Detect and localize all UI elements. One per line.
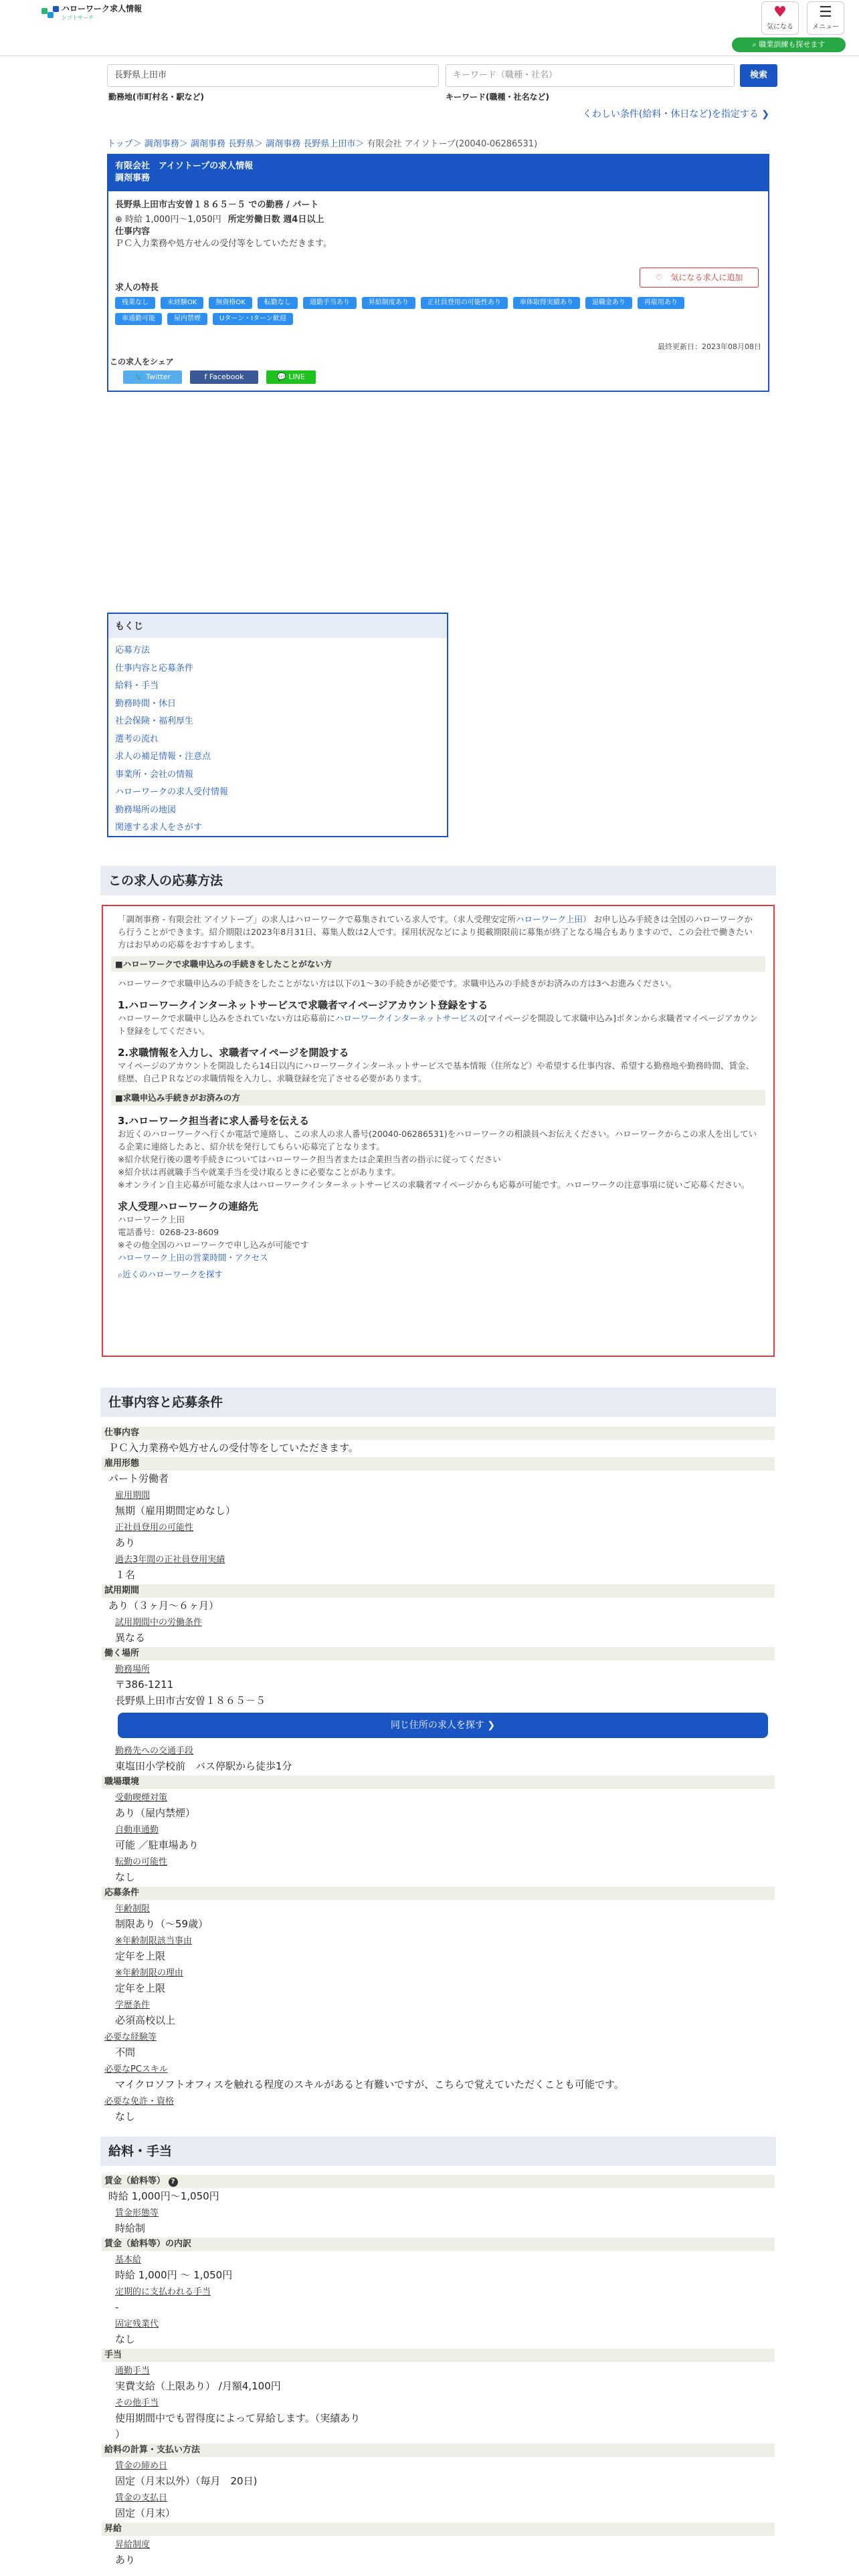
step1-text: ハローワークで求職申し込みをされていない方は応募前に: [118, 1013, 336, 1023]
field-heading: 応募条件: [102, 1887, 775, 1900]
field-value: 使用期間中でも習得度によって昇給します。（実績あり: [115, 2412, 361, 2424]
location-input[interactable]: 長野県上田市: [107, 64, 439, 87]
job-summary-card: [107, 154, 769, 392]
hellowork-ueda-link[interactable]: ハローワーク上田: [515, 914, 583, 924]
keyword-label: キーワード(職種・社名など): [446, 92, 549, 102]
breadcrumb-category[interactable]: 調剤事務＞: [144, 139, 188, 149]
twitter-share-button[interactable]: [123, 370, 182, 384]
favorites-label: 気になる: [767, 23, 793, 31]
help-icon[interactable]: ?: [169, 2177, 178, 2187]
field-label: 昇給制度: [115, 2540, 151, 2550]
facebook-share-button[interactable]: [190, 370, 258, 384]
field-value: 制限あり（〜59歳）: [115, 1918, 209, 1930]
logo-subtitle: シゴトサーチ: [62, 15, 94, 21]
field-value: ＰＣ入力業務や処方せんの受付等をしていただきます。: [108, 1442, 359, 1454]
field-heading: 給料の計算・支払い方法: [102, 2444, 775, 2457]
near-hellowork-label: 近くのハローワークを探す: [122, 1269, 223, 1279]
training-search-button[interactable]: [732, 37, 846, 52]
job-desc: ＰＣ入力業務や処方せんの受付等をしていただきます。: [115, 239, 332, 249]
apply-intro-detail: お申し込み手続きは全国のハローワークから行うことができます。紹介期限は2023年8月31日、募集人数は2人です。採用状況などにより掲載期限前に募集が終了となる場合もありますので、この会社で働きたい方はお早めの応募をおすすめします。: [118, 914, 753, 950]
facebook-label: Facebook: [209, 372, 244, 381]
job-card-header: [108, 155, 768, 191]
detail-conditions-link[interactable]: くわしい条件(給料・休日など)を指定する ❯: [582, 109, 769, 120]
field-label: 年齢制限: [115, 1904, 151, 1914]
breadcrumb-top[interactable]: トップ＞: [107, 139, 142, 149]
step3-title: 3.ハローワーク担当者に求人番号を伝える: [118, 1115, 310, 1127]
field-value: 不問: [115, 2046, 136, 2058]
toc-item-selection[interactable]: 選考の流れ: [115, 734, 159, 744]
search-icon: ⌕: [118, 1269, 123, 1279]
step1-title: 1.ハローワークインターネットサービスで求職者マイページアカウント登録をする: [118, 999, 488, 1011]
job-days: 所定労働日数 週4日以上: [227, 215, 324, 225]
toc-title: もくじ: [108, 614, 447, 638]
new-applicant-bar: ■ハローワークで求職申込みの手続きをしたことがない方: [111, 956, 765, 972]
line-icon: 💬: [277, 372, 286, 381]
toc-list: [108, 638, 447, 841]
feature-tags: [115, 297, 704, 325]
field-value: あり: [115, 2554, 136, 2566]
step1-text-2: の[マイページを開設して求職申込み]ボタンから求職者マイページアカウント登録をしてください。: [118, 1013, 758, 1036]
toc-item-company[interactable]: 事業所・会社の情報: [115, 769, 194, 780]
field-label: 賃金の支払日: [115, 2493, 168, 2503]
field-label: 自動車通勤: [115, 1825, 159, 1835]
new-applicant-text: ハローワークで求職申込みの手続きをしたことがない方は以下の1〜3の手続きが必要です。求職申込みの手続きがお済みの方は3へお進みください。: [118, 978, 677, 988]
features-label: 求人の特長: [115, 283, 159, 293]
feature-tag[interactable]: 再雇用あり: [638, 297, 684, 309]
field-value: 固定（月末）: [115, 2507, 176, 2519]
toc-item-salary[interactable]: 給料・手当: [115, 681, 159, 691]
clock-icon: ⊕: [115, 215, 122, 225]
field-label: 基本給: [115, 2255, 142, 2265]
field-value: マイクロソフトオフィスを触れる程度のスキルがあると有難いですが、こちらで覚えていただくことも可能です。: [115, 2078, 624, 2090]
site-header: [0, 0, 859, 56]
apply-intro-close: ）: [582, 914, 591, 924]
field-label: 過去3年間の正社員登用実績: [115, 1555, 225, 1565]
contact-title: 求人受理ハローワークの連絡先: [118, 1200, 259, 1212]
feature-tag[interactable]: 退職金あり: [585, 297, 632, 309]
field-heading: [102, 2175, 775, 2188]
field-label: 必要な免許・資格: [104, 2097, 175, 2107]
field-label: 雇用期間: [115, 1491, 151, 1501]
feature-tag[interactable]: 通勤手当あり: [303, 297, 357, 309]
contact-name: ハローワーク上田: [118, 1214, 185, 1224]
apply-method-box: [102, 905, 775, 1357]
field-label: 必要なPCスキル: [104, 2064, 168, 2074]
field-label: 学歴条件: [115, 2000, 151, 2010]
field-heading: 雇用形態: [102, 1457, 775, 1471]
step3-text: お近くのハローワークへ行くか電話で連絡し、この求人の求人番号(20040-06286531)をハローワークの相談員へお伝えください。ハローワークからこの求人を出している企業に連絡したあと、紹介状を発行してもらい応募完了となります。: [118, 1129, 757, 1152]
field-heading: 仕事内容: [102, 1426, 775, 1440]
field-label: ※年齢制限該当事由: [115, 1936, 192, 1946]
twitter-label: Twitter: [146, 372, 171, 381]
field-value: あり: [115, 1537, 136, 1549]
field-value: -: [115, 2301, 119, 2313]
apply-section-title: この求人の応募方法: [100, 866, 776, 895]
field-heading: 職場環境: [102, 1776, 775, 1789]
conditions-section-title: 仕事内容と応募条件: [100, 1388, 776, 1417]
field-heading: 昇給: [102, 2523, 775, 2536]
field-value: なし: [115, 2333, 136, 2345]
toc-item-hours[interactable]: 勤務時間・休日: [115, 698, 177, 709]
step2-title: 2.求職情報を入力し、求職者マイページを開設する: [118, 1047, 349, 1059]
toc-item-apply[interactable]: 応募方法: [115, 645, 151, 655]
same-address-jobs-button[interactable]: 同じ住所の求人を探す ❯: [118, 1713, 768, 1738]
field-value: 無期（雇用期間定めなし）: [115, 1505, 236, 1517]
note-2: ※紹介状は再就職手当や就業手当を受け取るときに必要なことがあります。: [118, 1167, 400, 1177]
field-label: 転勤の可能性: [115, 1857, 168, 1867]
field-heading: 試用期間: [102, 1584, 775, 1598]
location-label: 勤務地(市町村名・駅など): [108, 92, 204, 102]
feature-tag[interactable]: 無資格OK: [209, 297, 252, 309]
table-of-contents: [107, 613, 448, 837]
toc-item-map[interactable]: 勤務場所の地図: [115, 804, 177, 815]
toc-item-hellowork[interactable]: ハローワークの求人受付情報: [115, 787, 229, 797]
company-name: 有限会社 アイソトープの求人情報: [115, 161, 254, 171]
field-value: 定年を上限: [115, 1982, 166, 1994]
feature-tag[interactable]: 残業なし: [115, 297, 155, 309]
field-label: その他手当: [115, 2398, 159, 2408]
field-label: 賃金形態等: [115, 2208, 159, 2218]
training-label: 職業訓練も探せます: [759, 40, 826, 49]
salary-section-title: 給料・手当: [100, 2137, 776, 2166]
logo-title: ハローワーク求人情報: [62, 4, 142, 13]
contact-note: ※その他全国のハローワークで申し込みが可能です: [118, 1240, 309, 1250]
toc-item-notes[interactable]: 求人の補足情報・注意点: [115, 752, 211, 762]
last-updated: 最終更新日：2023年08月08日: [658, 342, 761, 351]
job-desc-label: 仕事内容: [115, 227, 151, 237]
field-heading: 手当: [102, 2349, 775, 2362]
field-value: 時給 1,000円〜1,050円: [108, 2190, 219, 2202]
field-value: 固定（月末以外）（毎月 20日): [115, 2475, 258, 2487]
field-label: 勤務先への交通手段: [115, 1746, 194, 1756]
field-value: 実費支給（上限あり） /月額4,100円: [115, 2380, 281, 2392]
field-label: 勤務場所: [115, 1665, 151, 1675]
field-value: 時給制: [115, 2222, 146, 2234]
feature-tag[interactable]: 昇給制度あり: [362, 297, 415, 309]
feature-tag[interactable]: 正社員登用の可能性あり: [421, 297, 508, 309]
field-value: 長野県上田市古安曽１８６５－５: [115, 1695, 266, 1707]
field-value: 必須高校以上: [115, 2014, 176, 2026]
toc-item-conditions[interactable]: 仕事内容と応募条件: [115, 663, 194, 673]
wage-heading-label: 賃金（給料等）: [104, 2176, 166, 2186]
field-value: なし: [115, 1871, 136, 1883]
field-value: 異なる: [115, 1632, 146, 1644]
field-value: 時給 1,000円 〜 1,050円: [115, 2269, 233, 2281]
field-value: あり（３ヶ月〜６ヶ月）: [108, 1600, 219, 1612]
breadcrumb-current: 有限会社 アイソトープ(20040-06286531): [367, 139, 538, 149]
favorites-button[interactable]: [761, 1, 799, 35]
line-share-button[interactable]: [266, 370, 316, 384]
field-value: あり（屋内禁煙）: [115, 1807, 196, 1819]
share-label: この求人をシェア: [110, 357, 174, 366]
hellowork-access-link[interactable]: ハローワーク上田の営業時間・アクセス: [118, 1253, 268, 1263]
field-label: 固定残業代: [115, 2319, 159, 2329]
facebook-icon: f: [204, 372, 207, 381]
note-1: ※紹介状発行後の選考手続きについてはハローワーク担当者または企業担当者の指示に従ってください: [118, 1154, 501, 1164]
feature-tag[interactable]: 屋内禁煙: [167, 313, 207, 325]
feature-tag[interactable]: 車通勤可能: [115, 313, 162, 325]
logo-mark-icon: [41, 3, 59, 20]
field-label: 定期的に支払われる手当: [115, 2287, 211, 2297]
field-value: なし: [115, 2111, 136, 2123]
field-value: 定年を上限: [115, 1950, 166, 1962]
field-value: 〒386-1211: [115, 1679, 174, 1691]
field-value: ）: [115, 2428, 126, 2440]
internet-service-link[interactable]: ハローワークインターネットサービス: [335, 1013, 476, 1023]
search-icon: ⌕: [752, 40, 757, 49]
hamburger-icon: ☰: [819, 4, 832, 21]
contact-tel: 電話番号：0268-23-8609: [118, 1227, 219, 1237]
field-value: パート労働者: [108, 1473, 169, 1485]
job-title: 調剤事務: [115, 173, 151, 183]
field-label: 受動喫煙対策: [115, 1793, 168, 1803]
step2-text: マイページのアカウントを開設したら14日以内にハローワークインターネットサービスで基本情報（住所など）や希望する仕事内容、希望する勤務地や勤務時間、賃金、経歴、自己ＰＲなどの求職情報を入力し、求職登録を完了させる必要があります。: [118, 1061, 755, 1083]
menu-button[interactable]: [807, 1, 844, 35]
field-value: 可能 ／駐車場あり: [115, 1839, 199, 1851]
field-label: 正社員登用の可能性: [115, 1523, 194, 1533]
feature-tag[interactable]: 車体取得実績あり: [513, 297, 580, 309]
near-hellowork-link[interactable]: [118, 1269, 223, 1279]
field-label: 試用期間中の労働条件: [115, 1618, 203, 1628]
add-favorite-button[interactable]: ♡ 気になる求人に追加: [640, 267, 759, 288]
menu-label: メニュー: [812, 23, 839, 31]
line-label: LINE: [288, 372, 305, 381]
salary-list: [102, 2173, 775, 2568]
breadcrumb: [107, 136, 537, 149]
field-label: 必要な経験等: [104, 2032, 157, 2042]
feature-tag[interactable]: Uターン・Iターン歓迎: [213, 313, 293, 325]
field-heading: 賃金（給料等）の内訳: [102, 2238, 775, 2251]
done-applicant-bar: ■求職申込み手続きがお済みの方: [111, 1090, 765, 1105]
heart-icon: ♥: [773, 4, 787, 21]
field-label: ※年齢制限の理由: [115, 1968, 183, 1978]
search-button[interactable]: 検索: [740, 64, 777, 87]
job-wage: 時給 1,000円〜1,050円: [125, 215, 221, 225]
field-label: 通勤手当: [115, 2366, 151, 2376]
field-heading: 働く場所: [102, 1647, 775, 1660]
site-logo[interactable]: [41, 3, 142, 21]
conditions-list: [102, 1425, 775, 2125]
feature-tag[interactable]: 転勤なし: [258, 297, 298, 309]
toc-item-insurance[interactable]: 社会保険・福利厚生: [115, 716, 194, 726]
breadcrumb-city[interactable]: 調剤事務 長野県上田市＞: [266, 139, 365, 149]
apply-intro: 「調剤事務 - 有限会社 アイソトープ」の求人はハローワークで募集されている求人です。（求人受理安定所: [118, 914, 516, 924]
note-3: ※オンライン自主応募が可能な求人はハローワークインターネットサービスの求職者マイページからも応募が可能です。ハローワークの注意事項に従いご応募ください。: [118, 1180, 750, 1190]
field-value: 東塩田小学校前 バス停駅から徒歩1分: [115, 1760, 292, 1772]
breadcrumb-prefecture[interactable]: 調剤事務 長野県＞: [190, 139, 264, 149]
twitter-icon: 🐦: [134, 372, 144, 381]
feature-tag[interactable]: 未経験OK: [161, 297, 203, 309]
toc-item-related[interactable]: 関連する求人をさがす: [115, 823, 203, 833]
job-location: 長野県上田市古安曽１８６５－５ での勤務 / パート: [115, 200, 319, 210]
field-label: 賃金の締め日: [115, 2461, 168, 2471]
field-value: １名: [115, 1569, 136, 1581]
keyword-input[interactable]: キーワード（職種・社名）: [446, 64, 735, 87]
